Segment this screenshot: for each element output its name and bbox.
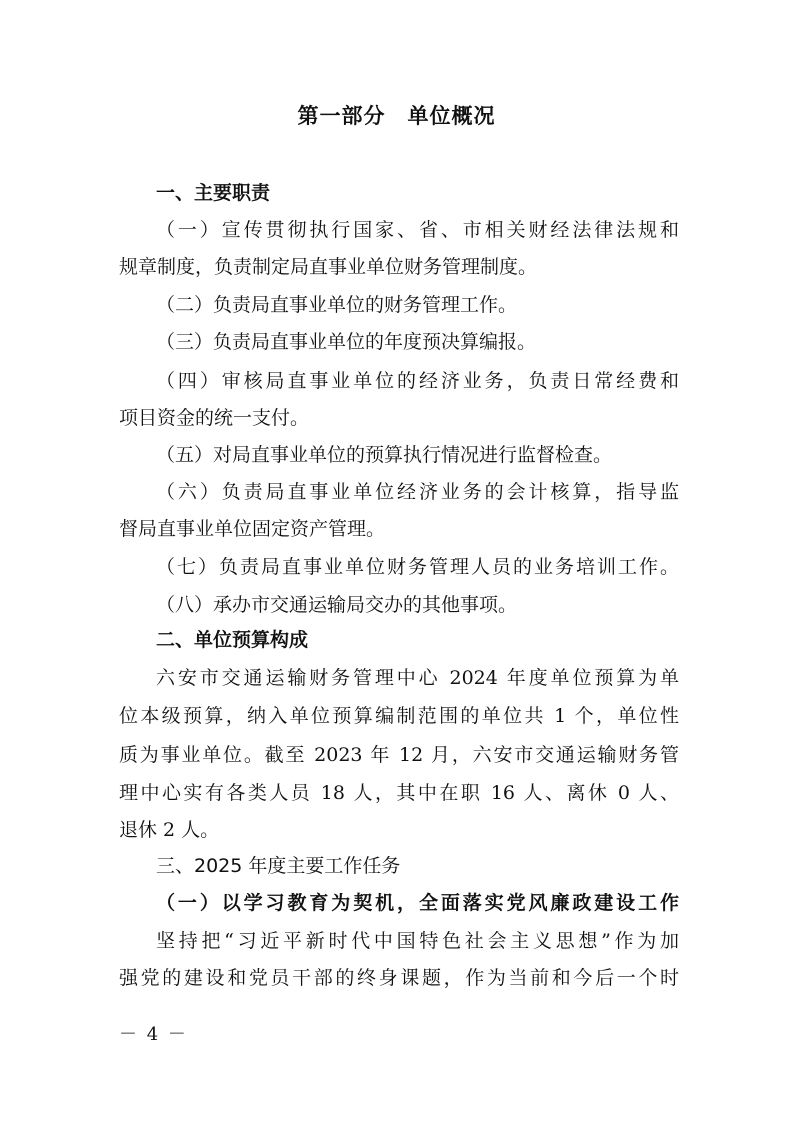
duty-item-3: （三）负责局直事业单位的年度预决算编报。 <box>156 331 537 353</box>
duty-item-4-line-1: （四）审核局直事业单位的经济业务，负责日常经费和 <box>156 370 679 392</box>
budget-paragraph-line-4: 理中心实有各类人员 18 人，其中在职 16 人、离休 0 人、 <box>119 782 679 804</box>
budget-paragraph-line-3: 质为事业单位。截至 2023 年 12 月，六安市交通运输财务管 <box>119 744 679 766</box>
duty-item-4-line-2: 项目资金的统一支付。 <box>119 407 310 429</box>
duty-item-5: （五）对局直事业单位的预算执行情况进行监督检查。 <box>156 444 613 466</box>
work-task-subheading-1: （一）以学习教育为契机，全面落实党风廉政建设工作 <box>156 892 679 914</box>
duty-item-6-line-2: 督局直事业单位固定资产管理。 <box>119 518 386 540</box>
section-heading-budget-composition: 二、单位预算构成 <box>156 629 309 651</box>
budget-paragraph-line-1: 六安市交通运输财务管理中心 2024 年度单位预算为单 <box>156 667 679 689</box>
budget-paragraph-line-5: 退休 2 人。 <box>119 819 220 841</box>
duty-item-1-line-2: 规章制度，负责制定局直事业单位财务管理制度。 <box>119 256 538 278</box>
work-task-paragraph-line-2: 强党的建设和党员干部的终身课题，作为当前和今后一个时 <box>119 967 679 989</box>
page-number: － 4 － <box>119 1024 188 1045</box>
page-title: 第一部分 单位概况 <box>297 104 496 128</box>
duty-item-6-line-1: （六）负责局直事业单位经济业务的会计核算，指导监 <box>156 481 679 503</box>
duty-item-1-line-1: （一）宣传贯彻执行国家、省、市相关财经法律法规和 <box>156 219 679 241</box>
section-heading-duties: 一、主要职责 <box>156 182 271 204</box>
duty-item-8: （八）承办市交通运输局交办的其他事项。 <box>156 594 518 616</box>
duty-item-2: （二）负责局直事业单位的财务管理工作。 <box>156 294 518 316</box>
section-heading-work-tasks: 三、2025 年度主要工作任务 <box>156 855 401 877</box>
budget-paragraph-line-2: 位本级预算，纳入单位预算编制范围的单位共 1 个，单位性 <box>119 705 679 727</box>
duty-item-7: （七）负责局直事业单位财务管理人员的业务培训工作。 <box>156 556 679 578</box>
work-task-paragraph-line-1: 坚持把“习近平新时代中国特色社会主义思想”作为加 <box>156 930 679 952</box>
